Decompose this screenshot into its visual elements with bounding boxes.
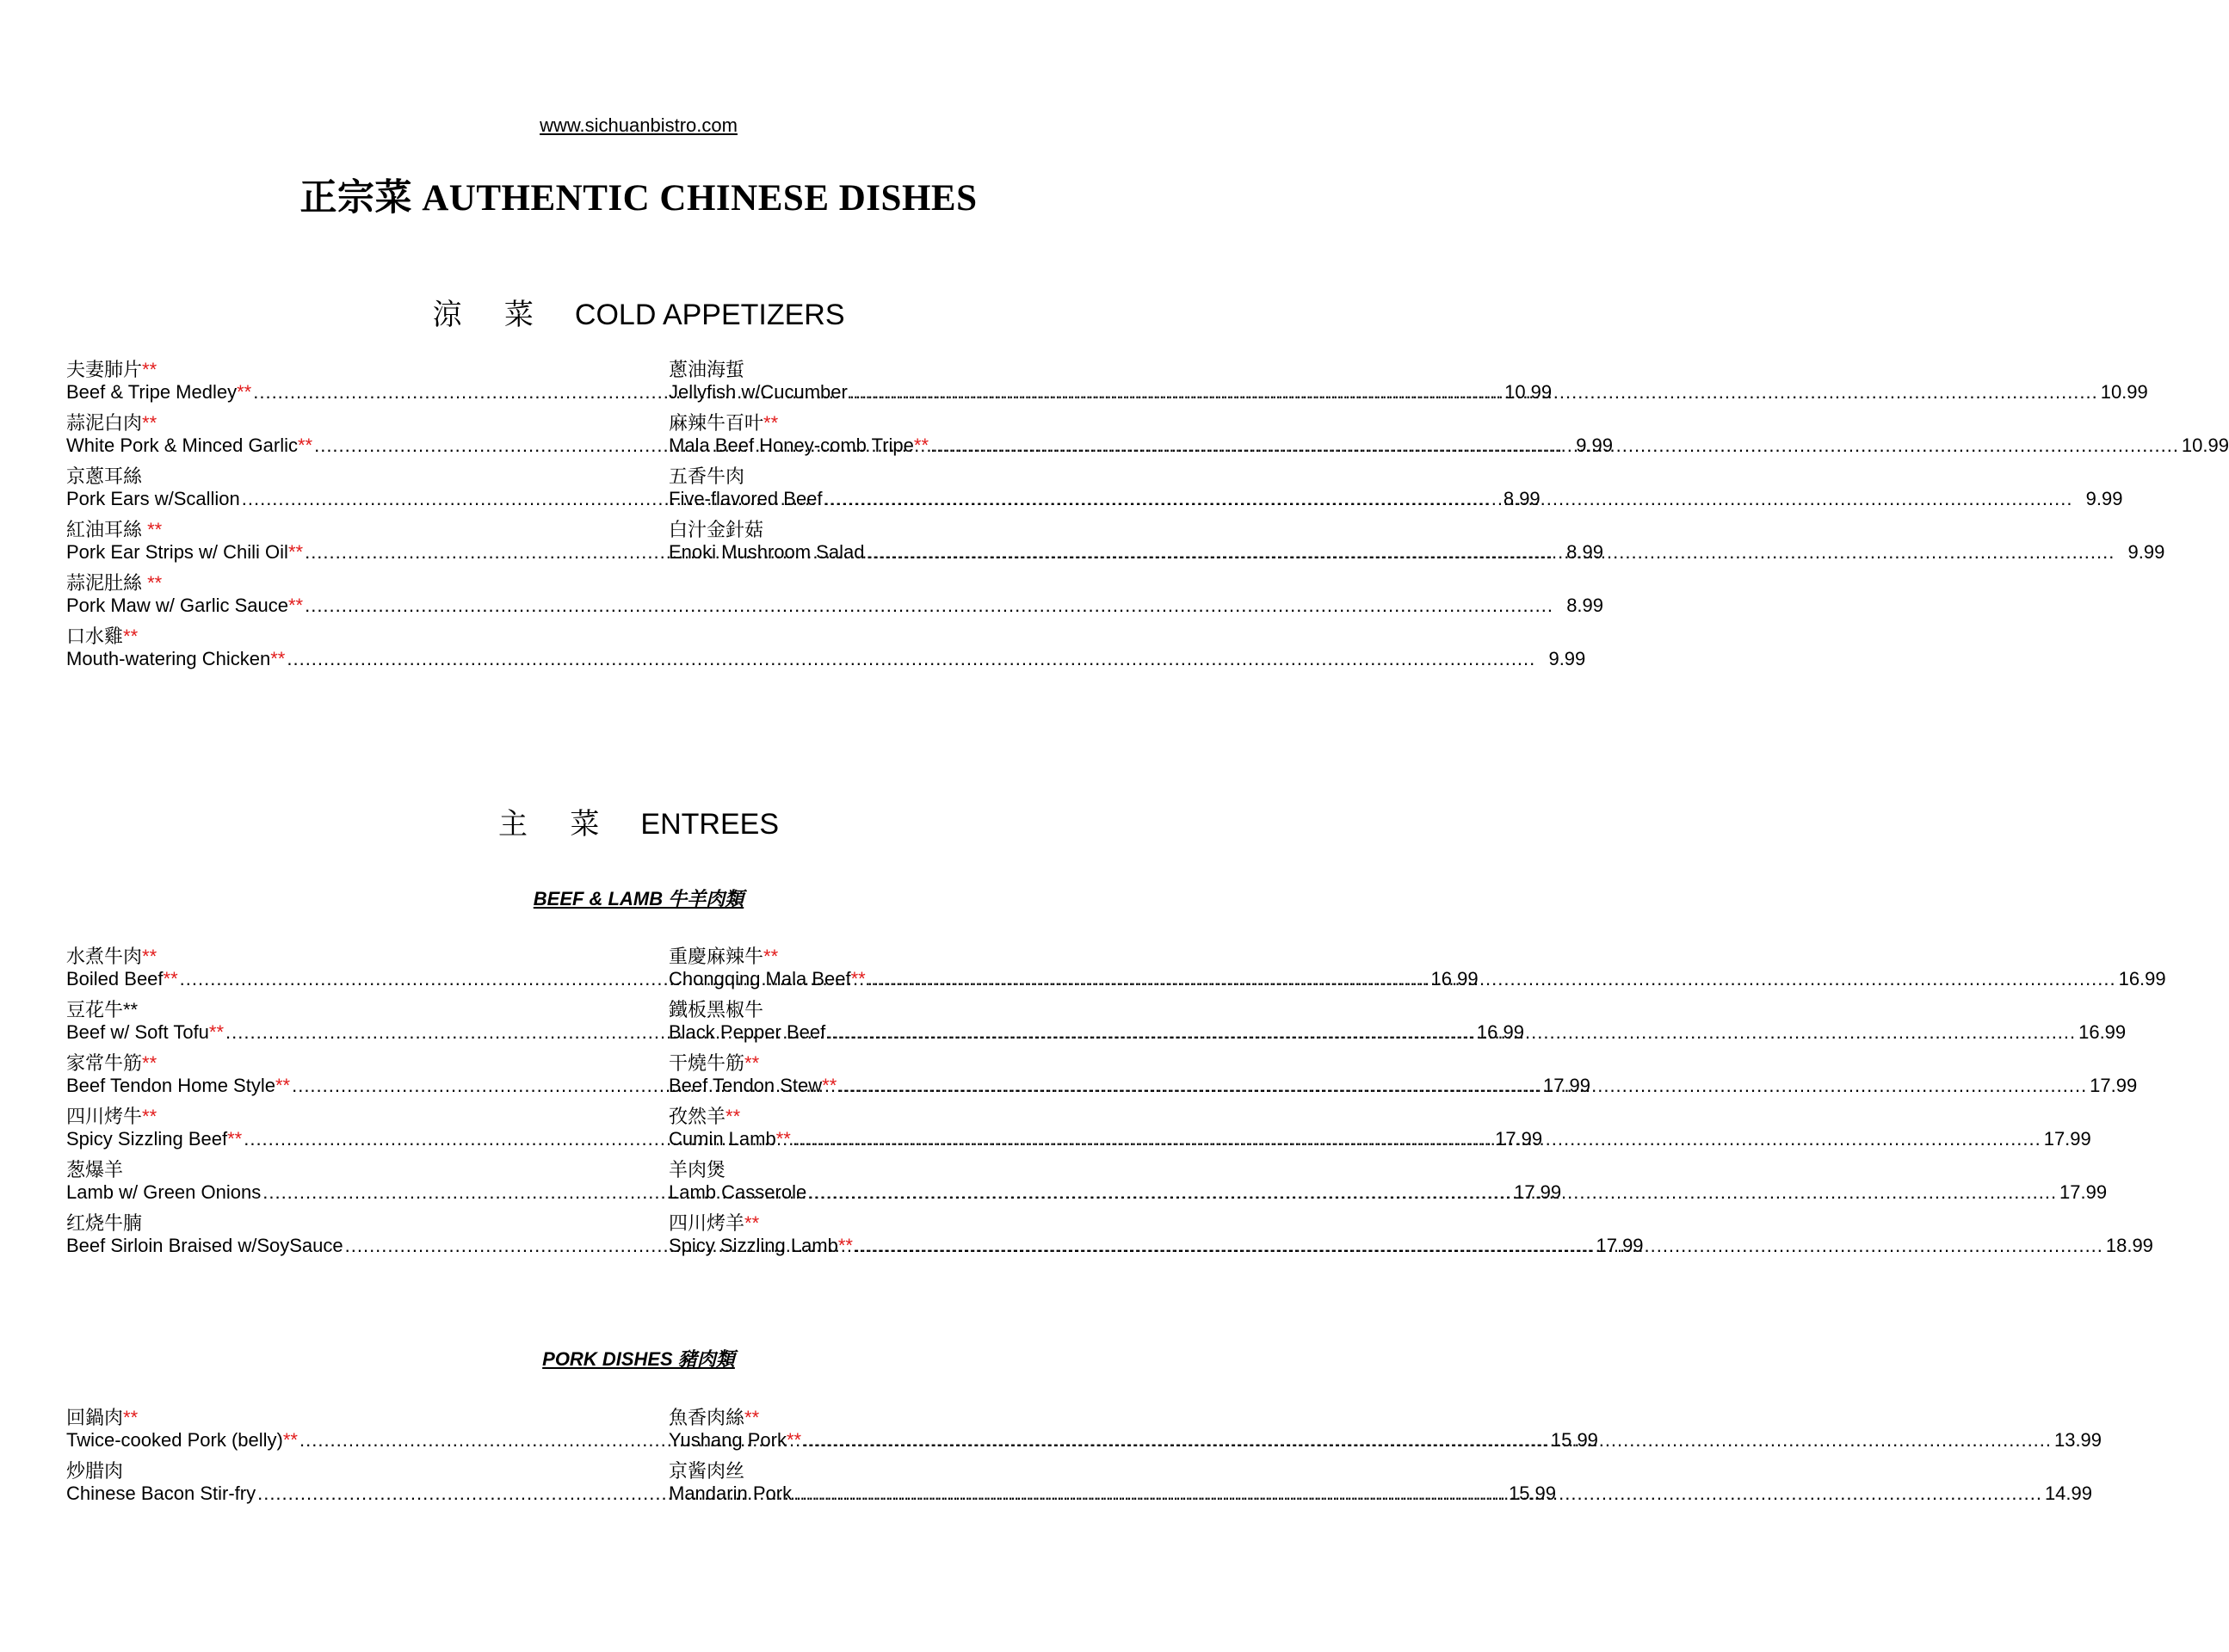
dish-name-english bbox=[669, 488, 823, 510]
menu-title: 正宗菜 AUTHENTIC CHINESE DISHES bbox=[299, 178, 978, 219]
dish-name-english bbox=[66, 1128, 242, 1150]
dish-name-english bbox=[669, 435, 929, 457]
dish-name-english-text: Mandarin Pork bbox=[669, 1482, 793, 1504]
dish-name-english-text: Beef & Tripe Medley bbox=[66, 381, 238, 403]
dish-name-chinese bbox=[669, 355, 744, 382]
dish-name-chinese bbox=[669, 1403, 759, 1430]
dish-name-english bbox=[66, 1075, 290, 1097]
dish-name-english-text: Pork Ear Strips w/ Chili Oil bbox=[66, 541, 288, 563]
website-url[interactable]: www.sichuanbistro.com bbox=[540, 114, 738, 136]
spicy-marker: ** bbox=[123, 626, 139, 647]
dish-name-chinese-text: 孜然羊 bbox=[669, 1106, 726, 1127]
dish-line bbox=[66, 595, 1603, 617]
dish-name-english bbox=[66, 1429, 298, 1452]
dish-line bbox=[669, 1482, 2092, 1505]
spicy-marker: ** bbox=[270, 648, 286, 669]
dish-price: 16.99 bbox=[1476, 1021, 1524, 1043]
dish-line bbox=[669, 541, 2164, 564]
dish-name-english-text: Beef w/ Soft Tofu bbox=[66, 1021, 209, 1043]
menu-item bbox=[669, 1156, 2108, 1209]
dish-name-chinese-text: 紅油耳絲 bbox=[66, 519, 148, 540]
dish-name-english-text: Mala Beef Honey-comb Tripe bbox=[669, 435, 914, 456]
dish-price: 9.99 bbox=[2127, 541, 2165, 563]
dish-line bbox=[669, 1429, 2102, 1452]
spicy-marker: ** bbox=[147, 519, 163, 540]
dot-leader bbox=[868, 968, 2116, 990]
dish-price: 14.99 bbox=[2044, 1482, 2092, 1504]
dish-name-english-text: Chinese Bacon Stir-fry bbox=[66, 1482, 256, 1504]
dot-leader bbox=[849, 381, 2098, 404]
dish-price: 8.99 bbox=[1566, 595, 1604, 616]
dish-name-chinese bbox=[66, 1403, 138, 1430]
dish-name-english-text: Cumin Lamb bbox=[669, 1128, 776, 1150]
dot-leader bbox=[930, 435, 2179, 457]
dish-name-chinese-text: 五香牛肉 bbox=[669, 465, 745, 487]
spicy-marker: ** bbox=[763, 946, 779, 967]
dish-price: 9.99 bbox=[1576, 435, 1614, 456]
dish-price: 17.99 bbox=[1596, 1235, 1644, 1256]
dot-leader bbox=[866, 541, 2115, 564]
dish-name-english bbox=[66, 381, 251, 404]
dot-leader bbox=[287, 648, 1535, 670]
dish-name-chinese bbox=[669, 1457, 744, 1483]
dish-name-english-text: Chongqing Mala Beef bbox=[669, 968, 851, 989]
dish-name-english-text: Lamb Casserole bbox=[669, 1181, 807, 1203]
spicy-marker: ** bbox=[287, 595, 304, 616]
dot-leader bbox=[793, 1128, 2041, 1150]
dish-price: 17.99 bbox=[2059, 1181, 2108, 1203]
dish-name-english-text: Beef Tendon Stew bbox=[669, 1075, 823, 1096]
spicy-marker: ** bbox=[237, 381, 252, 403]
menu-item bbox=[669, 355, 2148, 409]
dish-name-english bbox=[669, 1021, 825, 1044]
menu-item bbox=[669, 1102, 2091, 1156]
spicy-marker: ** bbox=[282, 1429, 298, 1451]
dish-name-chinese bbox=[669, 409, 778, 435]
spicy-marker: ** bbox=[726, 1106, 741, 1127]
dish-price: 17.99 bbox=[2043, 1128, 2091, 1150]
dish-name-english-text: Yushang Pork bbox=[669, 1429, 787, 1451]
dish-line bbox=[669, 381, 2148, 404]
dish-name-chinese-text: 豆花牛** bbox=[66, 999, 139, 1020]
spicy-marker: ** bbox=[123, 1407, 139, 1428]
section-title-cn: 涼 菜 bbox=[432, 299, 551, 331]
dish-name-chinese bbox=[669, 1049, 759, 1076]
dish-price: 8.99 bbox=[1503, 488, 1541, 509]
dish-name-english-text: Jellyfish w/Cucumber bbox=[669, 381, 848, 403]
dish-name-chinese-text: 红烧牛腩 bbox=[66, 1212, 143, 1234]
section-title-en: ENTREES bbox=[640, 808, 780, 841]
dish-price: 8.99 bbox=[1566, 541, 1603, 563]
dish-name-chinese bbox=[669, 996, 763, 1022]
dot-leader bbox=[808, 1181, 2057, 1204]
spicy-marker: ** bbox=[775, 1128, 791, 1150]
dish-name-chinese-text: 葱爆羊 bbox=[66, 1159, 124, 1180]
dish-price: 13.99 bbox=[2053, 1429, 2102, 1451]
dish-name-english-text: Black Pepper Beef bbox=[669, 1021, 826, 1043]
dish-name-english bbox=[66, 968, 178, 990]
dish-name-chinese-text: 夫妻肺片 bbox=[66, 359, 143, 380]
spicy-marker: ** bbox=[142, 412, 157, 434]
dish-price: 9.99 bbox=[2085, 488, 2123, 509]
dish-name-english bbox=[669, 1429, 801, 1452]
spicy-marker: ** bbox=[227, 1128, 243, 1150]
dish-line bbox=[66, 648, 1585, 670]
menu-item bbox=[669, 996, 2127, 1049]
dot-leader bbox=[824, 488, 2073, 510]
spicy-marker: ** bbox=[744, 1407, 760, 1428]
dish-price: 16.99 bbox=[1430, 968, 1479, 989]
dish-price: 15.99 bbox=[1508, 1482, 1557, 1504]
dish-name-english bbox=[66, 541, 303, 564]
dish-price: 17.99 bbox=[1542, 1075, 1591, 1096]
dish-price: 10.99 bbox=[1504, 381, 1553, 403]
spicy-marker: ** bbox=[744, 1212, 760, 1234]
dish-name-chinese bbox=[66, 355, 157, 382]
dish-line bbox=[669, 1128, 2091, 1150]
spicy-marker: ** bbox=[822, 1075, 837, 1096]
dish-name-english bbox=[669, 1128, 791, 1150]
dish-name-chinese-text: 蒜泥肚絲 bbox=[66, 572, 148, 594]
dish-name-english bbox=[66, 488, 240, 510]
dish-line bbox=[669, 968, 2166, 990]
dish-name-chinese bbox=[66, 996, 138, 1022]
dish-price: 16.99 bbox=[2118, 968, 2166, 989]
dish-line bbox=[669, 1235, 2153, 1257]
menu-item bbox=[66, 622, 1586, 675]
dish-name-english-text: Spicy Sizzling Lamb bbox=[669, 1235, 838, 1256]
dish-name-english bbox=[669, 968, 866, 990]
dish-name-english-text: Lamb w/ Green Onions bbox=[66, 1181, 262, 1203]
spicy-marker: ** bbox=[837, 1235, 853, 1256]
subsection-title-pork: PORK DISHES 豬肉類 bbox=[542, 1348, 735, 1370]
dish-name-chinese bbox=[66, 1049, 157, 1076]
dish-name-chinese bbox=[669, 515, 763, 542]
spicy-marker: ** bbox=[850, 968, 866, 989]
section-title-en: COLD APPETIZERS bbox=[574, 299, 845, 331]
menu-item bbox=[669, 942, 2166, 996]
dish-name-chinese-text: 回鍋肉 bbox=[66, 1407, 124, 1428]
subsection-title-beef-lamb: BEEF & LAMB 牛羊肉類 bbox=[533, 888, 744, 909]
dish-name-english-text: Five-flavored Beef bbox=[669, 488, 823, 509]
dish-name-chinese-text: 水煮牛肉 bbox=[66, 946, 143, 967]
dish-price: 17.99 bbox=[1514, 1181, 1562, 1203]
spicy-marker: ** bbox=[297, 435, 313, 456]
dish-line bbox=[669, 1075, 2137, 1097]
dot-leader bbox=[838, 1075, 2087, 1097]
dish-name-chinese-text: 重慶麻辣牛 bbox=[669, 946, 764, 967]
dish-line bbox=[669, 1021, 2126, 1044]
dish-name-english-text: Boiled Beef bbox=[66, 968, 164, 989]
dish-price: 17.99 bbox=[1495, 1128, 1543, 1150]
dish-name-english bbox=[66, 595, 303, 617]
spicy-marker: ** bbox=[142, 359, 157, 380]
dish-name-english-text: Spicy Sizzling Beef bbox=[66, 1128, 228, 1150]
dish-name-chinese-text: 京酱肉丝 bbox=[669, 1460, 745, 1482]
spicy-marker: ** bbox=[163, 968, 178, 989]
dish-name-english bbox=[669, 1075, 837, 1097]
dish-name-chinese bbox=[66, 1209, 142, 1236]
section-title-cold-appetizers bbox=[0, 291, 1277, 333]
spicy-marker: ** bbox=[142, 1052, 157, 1074]
menu-item bbox=[66, 569, 1604, 622]
dot-leader bbox=[305, 595, 1553, 617]
dot-leader bbox=[793, 1482, 2042, 1505]
dish-name-chinese-text: 麻辣牛百叶 bbox=[669, 412, 764, 434]
dish-name-english bbox=[66, 1235, 343, 1257]
dish-name-chinese-text: 四川烤牛 bbox=[66, 1106, 143, 1127]
spicy-marker: ** bbox=[142, 946, 157, 967]
dish-name-english-text: Twice-cooked Pork (belly) bbox=[66, 1429, 283, 1451]
dish-name-english-text: White Pork & Minced Garlic bbox=[66, 435, 298, 456]
dish-price: 15.99 bbox=[1550, 1429, 1598, 1451]
dish-price: 9.99 bbox=[1548, 648, 1586, 669]
dish-name-chinese bbox=[66, 1156, 123, 1182]
dish-name-english bbox=[66, 1021, 224, 1044]
dish-price: 18.99 bbox=[2105, 1235, 2153, 1256]
dot-leader bbox=[803, 1429, 2052, 1452]
section-title-entrees bbox=[0, 800, 1277, 842]
dish-line bbox=[669, 435, 2229, 457]
dish-name-chinese bbox=[66, 515, 162, 542]
dish-name-english bbox=[669, 1482, 792, 1505]
spicy-marker: ** bbox=[142, 1106, 157, 1127]
dish-name-chinese bbox=[669, 1209, 759, 1236]
dish-name-english-text: Mouth-watering Chicken bbox=[66, 648, 271, 669]
dish-name-english bbox=[669, 381, 848, 404]
dish-name-chinese-text: 蔥油海蜇 bbox=[669, 359, 745, 380]
dish-line bbox=[669, 1181, 2107, 1204]
dish-name-english-text: Pork Ears w/Scallion bbox=[66, 488, 240, 509]
menu-item bbox=[669, 1049, 2138, 1102]
spicy-marker: ** bbox=[763, 412, 779, 434]
dish-name-english bbox=[669, 541, 864, 564]
dish-name-chinese bbox=[66, 569, 162, 595]
spicy-marker: ** bbox=[275, 1075, 291, 1096]
dish-name-chinese-text: 口水雞 bbox=[66, 626, 124, 647]
dish-name-chinese bbox=[669, 1156, 726, 1182]
dish-name-chinese bbox=[66, 1457, 123, 1483]
beef-lamb-right-column bbox=[669, 942, 2166, 1262]
dot-leader bbox=[855, 1235, 2103, 1257]
spicy-marker: ** bbox=[287, 541, 304, 563]
dish-name-english-text: Beef Tendon Home Style bbox=[66, 1075, 275, 1096]
dish-price: 16.99 bbox=[2078, 1021, 2127, 1043]
spicy-marker: ** bbox=[744, 1052, 760, 1074]
dish-name-chinese-text: 四川烤羊 bbox=[669, 1212, 745, 1234]
dish-name-chinese bbox=[669, 462, 744, 489]
dish-name-chinese-text: 白汁金針菇 bbox=[669, 519, 764, 540]
dish-name-chinese-text: 炒腊肉 bbox=[66, 1460, 124, 1482]
dish-name-chinese bbox=[66, 462, 142, 489]
dish-name-english bbox=[669, 1181, 806, 1204]
dish-name-english bbox=[66, 435, 312, 457]
dish-line bbox=[669, 488, 2122, 510]
dish-name-english-text: Beef Sirloin Braised w/SoySauce bbox=[66, 1235, 343, 1256]
dish-name-chinese-text: 鐵板黑椒牛 bbox=[669, 999, 764, 1020]
dish-name-english bbox=[66, 1181, 261, 1204]
dish-name-chinese-text: 家常牛筋 bbox=[66, 1052, 143, 1074]
dish-price: 10.99 bbox=[2181, 435, 2229, 456]
dish-name-english-text: Pork Maw w/ Garlic Sauce bbox=[66, 595, 288, 616]
dish-name-chinese bbox=[669, 942, 778, 969]
dish-name-chinese-text: 干燒牛筋 bbox=[669, 1052, 745, 1074]
dish-name-chinese bbox=[66, 409, 157, 435]
dish-name-chinese-text: 蒜泥白肉 bbox=[66, 412, 143, 434]
dot-leader bbox=[827, 1021, 2076, 1044]
dish-name-chinese-text: 羊肉煲 bbox=[669, 1159, 726, 1180]
dish-name-english bbox=[66, 1482, 256, 1505]
dish-name-english bbox=[66, 648, 285, 670]
spicy-marker: ** bbox=[786, 1429, 802, 1451]
spicy-marker: ** bbox=[913, 435, 929, 456]
dish-price: 17.99 bbox=[2090, 1075, 2138, 1096]
dish-name-chinese bbox=[66, 942, 157, 969]
dish-name-chinese-text: 京蔥耳絲 bbox=[66, 465, 143, 487]
section-title-cn: 主 菜 bbox=[497, 808, 617, 841]
dish-price: 10.99 bbox=[2100, 381, 2148, 403]
dish-name-english bbox=[669, 1235, 853, 1257]
dish-name-chinese bbox=[66, 622, 138, 649]
dish-name-chinese bbox=[66, 1102, 157, 1129]
spicy-marker: ** bbox=[147, 572, 163, 594]
dish-name-chinese-text: 魚香肉絲 bbox=[669, 1407, 745, 1428]
spicy-marker: ** bbox=[208, 1021, 225, 1043]
dish-name-english-text: Enoki Mushroom Salad bbox=[669, 541, 865, 563]
dish-name-chinese bbox=[669, 1102, 740, 1129]
